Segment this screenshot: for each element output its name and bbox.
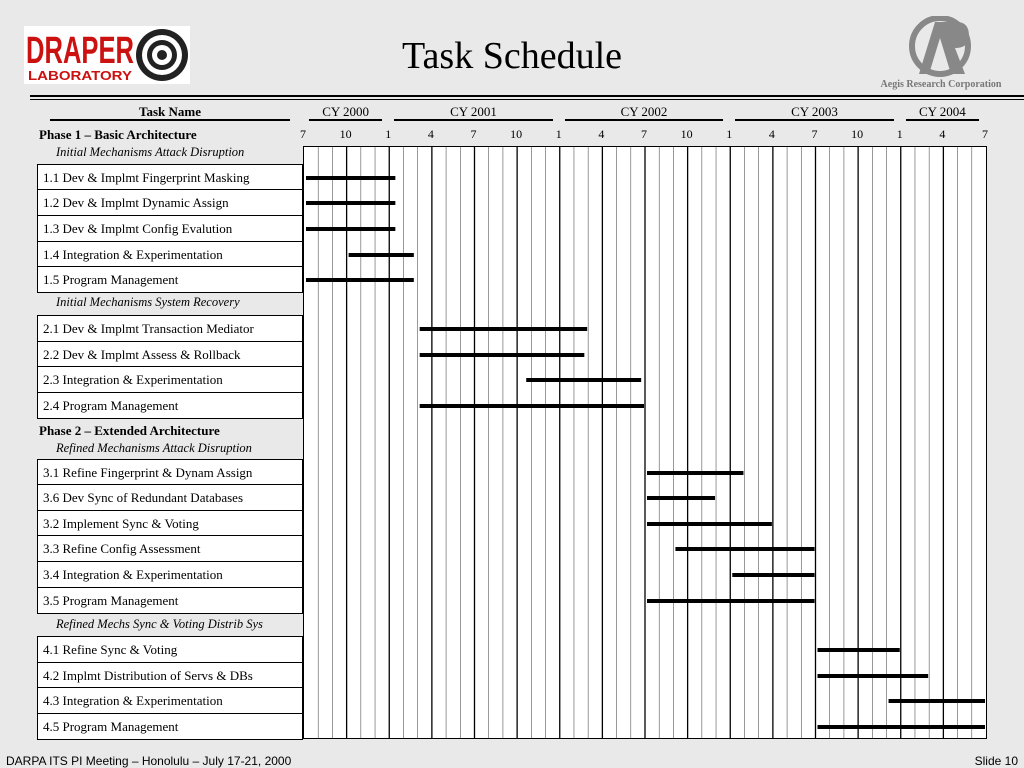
month-tick-label: 7 [470,127,477,141]
task-row-label: 4.1 Refine Sync & Voting [37,636,303,663]
task-row-label: 2.2 Dev & Implmt Assess & Rollback [37,341,303,368]
task-row-label: 3.3 Refine Config Assessment [37,535,303,562]
header-rule [30,95,1024,97]
year-label: CY 2002 [620,104,668,119]
task-row-label: 4.2 Implmt Distribution of Servs & DBs [37,662,303,689]
month-tick-label: 1 [726,127,733,141]
month-tick-label: 1 [555,127,562,141]
month-tick-label: 1 [896,127,903,141]
month-tick-label: 4 [427,127,434,141]
phase-1-heading: Phase 1 – Basic Architecture [39,127,197,142]
task-name-underline [50,119,290,121]
footer-meeting: DARPA ITS PI Meeting – Honolulu – July 17-21, 2000 [6,754,292,768]
section-heading-4: Refined Mechs Sync & Voting Distrib Sys [56,617,263,631]
gantt-chart [304,147,986,738]
month-tick-label: 4 [768,127,775,141]
month-tick-label: 7 [982,127,988,141]
task-row-label: 2.3 Integration & Experimentation [37,366,303,393]
task-name-header: Task Name [138,104,201,119]
month-tick-label: 7 [300,127,306,141]
month-tick-label: 10 [339,127,352,141]
month-tick-label: 10 [851,127,864,141]
month-tick-label: 7 [641,127,647,141]
task-row-label: 1.5 Program Management [37,266,303,293]
task-row-label: 1.1 Dev & Implmt Fingerprint Masking [37,164,303,191]
slide-number: Slide 10 [974,754,1018,768]
month-tick-label: 10 [510,127,523,141]
year-underline [394,119,553,121]
task-row-label: 4.3 Integration & Experimentation [37,687,303,714]
task-row-label: 4.5 Program Management [37,713,303,740]
month-tick-label: 1 [385,127,392,141]
section-heading-3: Refined Mechanisms Attack Disruption [56,441,252,455]
task-row-label: 2.4 Program Management [37,392,303,419]
task-row-label: 3.5 Program Management [37,587,303,614]
phase-2-heading: Phase 2 – Extended Architecture [39,423,220,438]
task-row-label: 1.3 Dev & Implmt Config Evalution [37,215,303,242]
year-underline [906,119,979,121]
year-label: CY 2001 [450,104,497,119]
year-underline [309,119,382,121]
svg-text:LABORATORY: LABORATORY [28,68,133,83]
section-heading-2: Initial Mechanisms System Recovery [56,295,240,309]
aegis-logo-icon [905,16,975,78]
month-tick-label: 4 [598,127,605,141]
svg-text:DRAPER: DRAPER [26,30,134,72]
task-row-label: 3.2 Implement Sync & Voting [37,510,303,537]
year-label: CY 2000 [322,104,370,119]
year-underline [735,119,894,121]
section-heading-1: Initial Mechanisms Attack Disruption [56,145,245,159]
draper-laboratory-logo [24,26,190,84]
aegis-company-name: Aegis Research Corporation [880,79,1002,90]
task-row-label: 1.4 Integration & Experimentation [37,241,303,268]
task-row-label: 3.6 Dev Sync of Redundant Databases [37,484,303,511]
year-label: CY 2004 [918,104,966,119]
year-label: CY 2003 [791,104,838,119]
month-tick-label: 4 [939,127,946,141]
task-row-label: 3.4 Integration & Experimentation [37,561,303,588]
year-underline [565,119,724,121]
task-row-label: 1.2 Dev & Implmt Dynamic Assign [37,189,303,216]
month-tick-label: 10 [680,127,693,141]
header-rule-thin [30,99,1024,100]
month-tick-label: 7 [811,127,818,141]
gantt-grid [303,146,987,739]
task-row-label: 2.1 Dev & Implmt Transaction Mediator [37,315,303,342]
task-row-label: 3.1 Refine Fingerprint & Dynam Assign [37,459,303,486]
page-title: Task Schedule [401,35,622,77]
